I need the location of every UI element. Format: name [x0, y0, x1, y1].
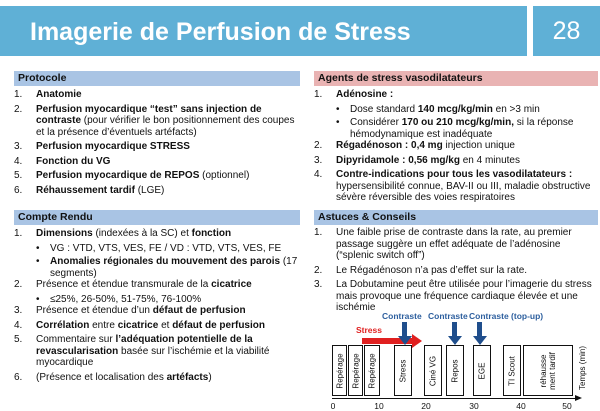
time-axis: [332, 398, 578, 399]
timeline-box-reperage-2: Repérage: [348, 345, 363, 396]
astuces-heading: Astuces & Conseils: [314, 210, 598, 225]
item-number: 6.: [14, 184, 23, 196]
timeline-box-ti-scout: TI Scout: [503, 345, 521, 396]
protocole-list: [14, 89, 302, 199]
page-number: 28: [533, 6, 600, 56]
item-number: 3.: [14, 305, 23, 316]
timeline-box-ege: EGE: [473, 345, 491, 396]
item-text: Perfusion myocardique “test” sans injection de contraste (pour vérifier le bon positionnement des coupes et la présence d’éventuels artéfacts): [36, 103, 295, 138]
item-text: Perfusion myocardique de REPOS (optionnel): [36, 170, 250, 181]
compte-rendu-heading: Compte Rendu: [14, 210, 300, 225]
compte-rendu-item-3: [14, 305, 302, 317]
protocole-item-6: [14, 185, 302, 197]
item-text: Régadénoson : 0,4 mg injection unique: [336, 140, 515, 151]
tick-label: 30: [469, 401, 479, 411]
contrast-label-2: Contraste: [428, 311, 468, 321]
item-text: Présence et étendue transmurale de la cicatrice: [36, 279, 252, 290]
timeline-box-stress: Stress: [394, 345, 412, 396]
agents-item-2: [314, 140, 598, 152]
item-text: Adénosine :: [336, 89, 394, 100]
tick-label: 40: [516, 401, 526, 411]
item-text: Dipyridamole : 0,56 mg/kg en 4 minutes: [336, 154, 520, 166]
subitem-text: Considérer 170 ou 210 mcg/kg/min, si la réponse hémodynamique est inadéquate: [350, 117, 574, 140]
compte-rendu-list: [14, 228, 302, 386]
compte-rendu-subitem: [14, 243, 302, 255]
compte-rendu-subitem: [14, 294, 302, 306]
stress-label: Stress: [356, 325, 382, 335]
tick-label: 20: [421, 401, 431, 411]
axis-label-temps: Temps (min): [578, 345, 587, 390]
tick-label: 10: [374, 401, 384, 411]
item-text: Réhaussement tardif (LGE): [36, 184, 165, 196]
agents-subitem: [314, 104, 598, 116]
item-number: 5.: [14, 170, 23, 181]
item-text: Le Régadénoson n’a pas d’effet sur la rate.: [336, 264, 528, 276]
item-number: 1.: [314, 227, 323, 238]
timeline-box-rehaussement-tardif: réhausse ment tardif: [523, 345, 573, 396]
timeline-box-reperage-1: Repérage: [332, 345, 347, 396]
bullet-icon: •: [336, 103, 340, 115]
item-text: La Dobutamine peut être utilisée pour l’imagerie du stress mais provoque une fréquence cardiaque élevée et une ischémie: [336, 279, 592, 313]
agents-heading: Agents de stress vasodilatateurs: [314, 71, 598, 86]
contrast-arrow-head-icon-1: [398, 336, 412, 345]
item-number: 3.: [14, 141, 23, 152]
contrast-arrow-head-icon-2: [448, 336, 462, 345]
compte-rendu-item-6: [14, 372, 302, 384]
item-text: Dimensions (indexées à la SC) et fonction: [36, 228, 232, 239]
compte-rendu-item-2: [14, 279, 302, 291]
item-text: Corrélation entre cicatrice et défaut de perfusion: [36, 319, 265, 331]
contrast-arrow-icon-2b: [452, 322, 457, 336]
subitem-text: ≤25%, 26-50%, 51-75%, 76-100%: [50, 293, 202, 305]
item-text: Anatomie: [36, 89, 82, 100]
axis-arrow-icon: [575, 395, 582, 401]
slide-title: Imagerie de Perfusion de Stress: [30, 18, 411, 46]
tick-label: 0: [330, 401, 336, 411]
item-number: 2.: [14, 103, 23, 115]
item-text: Présence et étendue d’un défaut de perfusion: [36, 305, 246, 316]
protocole-heading: Protocole: [14, 71, 300, 86]
item-text: Une faible prise de contraste dans la rate, au premier passage suggère un effet adéquate de l’adénosine (“splenic switch off”): [336, 227, 572, 261]
item-text: (Présence et localisation des artéfacts): [36, 371, 212, 383]
protocole-item-1: [14, 89, 302, 101]
agents-list: [314, 89, 598, 207]
astuces-item-2: [314, 265, 598, 277]
protocole-item-3: [14, 141, 302, 153]
item-number: 2.: [14, 279, 23, 290]
item-number: 5.: [14, 334, 23, 345]
stress-arrow-head-icon: [412, 334, 422, 348]
bullet-icon: •: [36, 256, 40, 267]
item-number: 1.: [314, 89, 323, 100]
subitem-text: Anomalies régionales du mouvement des parois (17 segments): [50, 256, 298, 279]
timeline-box-reperage-3: Repérage: [364, 345, 380, 396]
timeline-box-cine-vg: Ciné VG: [424, 345, 442, 396]
protocole-item-4: [14, 156, 302, 168]
item-number: 4.: [314, 169, 323, 180]
item-text: Perfusion myocardique STRESS: [36, 141, 190, 152]
protocole-item-5: [14, 170, 302, 182]
item-number: 2.: [314, 140, 323, 151]
compte-rendu-subitem: [14, 256, 302, 279]
agents-item-4: [314, 169, 598, 204]
compte-rendu-item-1: [14, 228, 302, 240]
slide-header: [0, 0, 600, 62]
agents-item-3: [314, 155, 598, 167]
item-number: 4.: [14, 319, 23, 331]
subitem-text: Dose standard 140 mcg/kg/min en >3 min: [350, 103, 540, 115]
item-number: 3.: [314, 154, 323, 166]
timeline-box-repos: Repos: [446, 345, 464, 396]
protocol-timeline: [316, 300, 600, 411]
bullet-icon: •: [336, 117, 340, 128]
item-number: 4.: [14, 155, 23, 167]
protocole-item-2: [14, 104, 302, 139]
contrast-label-1: Contraste: [382, 311, 422, 321]
tick-label: 50: [562, 401, 572, 411]
contrast-arrow-icon-1: [402, 322, 407, 336]
title-bar: [0, 6, 527, 56]
item-number: 1.: [14, 228, 23, 239]
contrast-label-3: Contraste (top-up): [469, 311, 544, 321]
agents-item-1: [314, 89, 598, 101]
compte-rendu-item-5: [14, 334, 302, 369]
contrast-arrow-icon-3: [477, 322, 482, 336]
item-number: 6.: [14, 371, 23, 383]
subitem-text: VG : VTD, VTS, VES, FE / VD : VTD, VTS, VES, FE: [50, 242, 282, 254]
compte-rendu-item-4: [14, 320, 302, 332]
item-text: Fonction du VG: [36, 155, 111, 167]
item-number: 3.: [314, 279, 323, 290]
astuces-item-1: [314, 227, 598, 262]
item-number: 2.: [314, 264, 323, 276]
agents-subitem: [314, 117, 598, 140]
bullet-icon: •: [36, 242, 40, 254]
item-text: Commentaire sur l’adéquation potentielle de la revascularisation basée sur l’ischémie et la viabilité myocardique: [36, 334, 270, 368]
contrast-arrow-head-icon-3: [473, 336, 487, 345]
item-number: 1.: [14, 89, 23, 100]
item-text: Contre-indications pour tous les vasodilatateurs : hypersensibilité connue, BAV-II ou III, maladie obstructive sévère réversible des voies respiratoires: [336, 169, 591, 203]
bullet-icon: •: [36, 293, 40, 305]
